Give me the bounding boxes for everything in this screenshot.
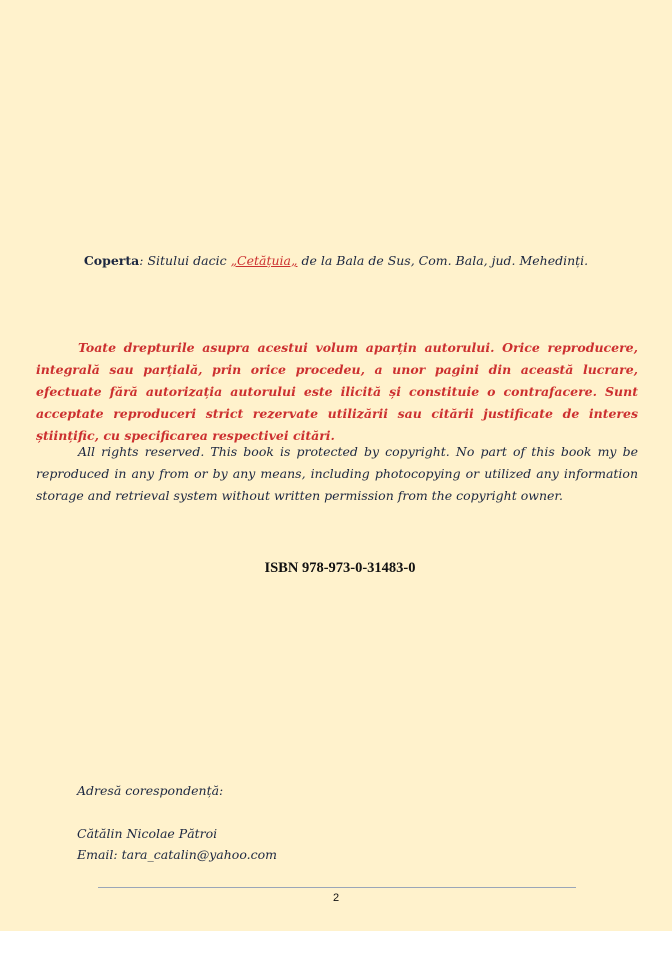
author-name: Cătălin Nicolae Pătroi: [77, 826, 218, 841]
cover-text-before: : Sitului dacic: [139, 253, 231, 268]
page-number: 2: [332, 892, 340, 904]
isbn: ISBN 978-973-0-31483-0: [264, 560, 416, 576]
cover-site-name: „Cetățuia„: [230, 253, 298, 268]
address-label: Adresă corespondență:: [77, 783, 224, 798]
rights-notice-english: All rights reserved. This book is protected by copyright. No part of this book my be reproduced in any from or by any means, including photocopying or utilized any information storage and retrieval system without written permission from the copyright owner.: [36, 444, 638, 503]
footer-divider: [98, 887, 576, 888]
author-email: Email: tara_catalin@yahoo.com: [77, 847, 277, 862]
cover-credit: [40, 253, 632, 268]
rights-notice-romanian: Toate drepturile asupra acestui volum aparțin autorului. Orice reproducere, integrală sau parțială, prin orice procedeu, a unor pagini din această lucrare, efectuate fără autorizația autorului este ilicită și constituie o contrafacere. Sunt acceptate reproduceri strict rezervate utilizării sau citării justificate de interes științific, cu specificarea respectivei citări.: [36, 340, 638, 443]
cover-label: Coperta: [83, 253, 140, 268]
cover-text-after: de la Bala de Sus, Com. Bala, jud. Mehedinți.: [297, 253, 589, 268]
